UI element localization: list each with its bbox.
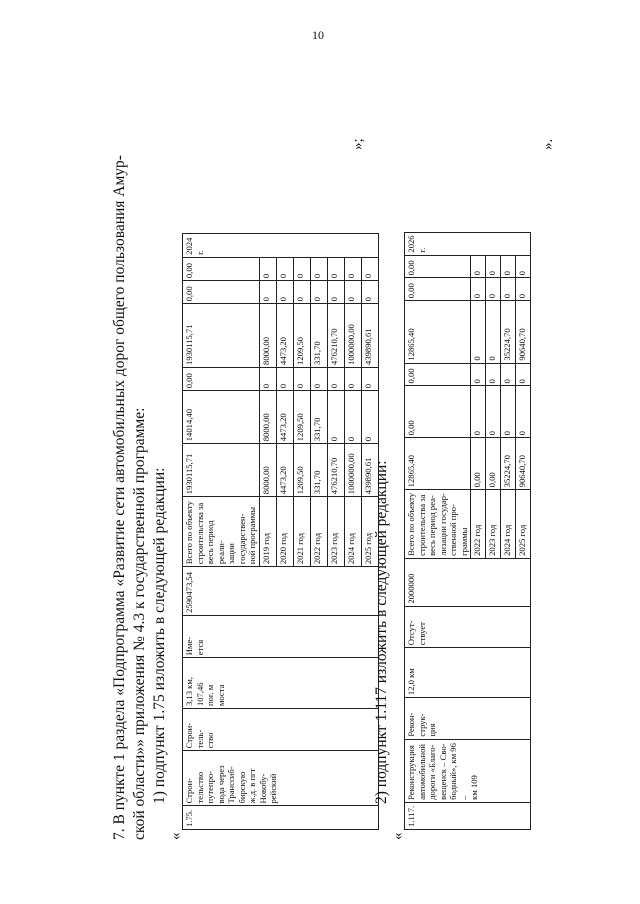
- year-value-cell: 0,00: [486, 438, 501, 490]
- cell-line: тель-: [194, 729, 205, 749]
- year-value-cell: 1209,50: [293, 391, 310, 444]
- year-value-cell: 0: [471, 301, 486, 363]
- cell-line: Всего по объекту: [184, 501, 194, 565]
- year-value-cell: 0: [471, 386, 486, 438]
- year-value-cell: 0: [516, 363, 531, 386]
- year-value-cell: 0: [327, 281, 344, 304]
- page-number: 10: [312, 28, 324, 42]
- year-value-cell: 0: [310, 367, 327, 390]
- subpoint-1-heading: 1) подпункт 1.75 изложить в следующей редакции:: [151, 467, 168, 804]
- cell-line: км 109: [469, 775, 479, 800]
- close-quote-1: »;: [350, 138, 366, 150]
- year-value-cell: 1000000,00: [344, 304, 361, 368]
- year-value-cell: 0: [516, 255, 531, 278]
- year-cell: 2025 год: [516, 490, 531, 559]
- cell-line: дороги «Благо-: [427, 744, 437, 800]
- cell-line: вода через: [215, 765, 226, 804]
- estimated-cost-cell: 2590473,54: [183, 567, 379, 616]
- year-value-cell: 0: [501, 363, 516, 386]
- year-value-cell: 8000,00: [259, 444, 276, 497]
- total-value-cell: 14014,40: [183, 391, 260, 444]
- year-value-cell: 0: [344, 391, 361, 444]
- capacity-cell: [405, 648, 531, 698]
- year-value-cell: 0: [327, 257, 344, 280]
- year-value-cell: 0: [361, 257, 378, 280]
- cell-line: строительства за: [416, 494, 427, 556]
- total-value-cell: 0,00: [405, 278, 471, 301]
- cell-line: вещенск – Сво-: [437, 743, 448, 800]
- total-label-cell: [405, 490, 471, 559]
- cell-line: граммы: [458, 527, 469, 556]
- cell-line: моста: [215, 684, 226, 707]
- year-value-cell: 1209,50: [293, 444, 310, 497]
- cell-line: Реконструкция: [406, 745, 416, 800]
- total-value-cell: 1930115,71: [183, 304, 260, 368]
- open-quote-1: «: [168, 832, 184, 840]
- year-value-cell: 0: [471, 278, 486, 301]
- year-value-cell: 0: [276, 281, 293, 304]
- total-value-cell: 0,00: [405, 386, 471, 438]
- cell-line: ственной про-: [448, 504, 458, 556]
- year-cell: 2022 год: [471, 490, 486, 559]
- year-cell: 2025 год: [361, 497, 378, 567]
- row-number-cell: 1.75.: [183, 806, 379, 830]
- year-cell: 2020 год: [276, 497, 293, 567]
- cell-line: ство: [205, 732, 215, 749]
- year-value-cell: 0: [486, 278, 501, 301]
- year-cell: 2024 год: [344, 497, 361, 567]
- year-value-cell: 35224,70: [501, 301, 516, 363]
- object-name-cell: [405, 739, 531, 802]
- close-quote-2: ».: [540, 138, 556, 150]
- table-row: [183, 141, 260, 830]
- table-subpoint-1-75: [182, 140, 379, 830]
- cell-line: Новобу-: [257, 773, 268, 804]
- year-value-cell: 0: [471, 255, 486, 278]
- total-label-cell: [183, 497, 260, 567]
- year-cell: 2019 год: [259, 497, 276, 567]
- year-value-cell: 0: [486, 363, 501, 386]
- total-value-cell: 0,00: [183, 367, 260, 390]
- year-value-cell: 0: [344, 281, 361, 304]
- rotated-content: [110, 20, 630, 840]
- year-value-cell: 0: [259, 281, 276, 304]
- cell-line: зации государствен-: [226, 513, 247, 565]
- year-value-cell: 476210,70: [327, 304, 344, 368]
- cell-line: лизации государ-: [437, 493, 448, 556]
- cell-line: 12,0 км: [406, 668, 416, 696]
- year-value-cell: 4473,20: [276, 304, 293, 368]
- cell-line: ной программы: [247, 506, 257, 565]
- year-value-cell: 0: [310, 281, 327, 304]
- year-value-cell: 476210,70: [327, 444, 344, 497]
- cell-line: строительства за: [194, 502, 205, 565]
- cell-line: Транссиб-: [226, 766, 236, 804]
- cell-line: рейский: [268, 773, 278, 804]
- cell-line: Строи-: [184, 777, 194, 804]
- completion-year-cell: 2026 г.: [405, 232, 531, 255]
- object-name-cell: [183, 751, 379, 806]
- year-value-cell: 0: [471, 363, 486, 386]
- total-value-cell: 0,00: [183, 257, 260, 280]
- cell-line: Име-: [184, 636, 194, 656]
- cell-line: струк-: [416, 713, 427, 737]
- year-cell: 2023 год: [486, 490, 501, 559]
- year-value-cell: 0: [516, 386, 531, 438]
- cell-line: бирскую: [236, 771, 247, 804]
- subpoint-2-heading: 2) подпункт 1.117 изложить в следующей редакции:: [373, 460, 390, 804]
- year-value-cell: 0: [344, 367, 361, 390]
- cell-line: 107,46: [194, 682, 205, 707]
- year-value-cell: 439890,61: [361, 304, 378, 368]
- row-number-cell: 1.117.: [405, 802, 531, 829]
- year-value-cell: 0: [259, 257, 276, 280]
- design-docs-cell: [405, 606, 531, 648]
- total-value-cell: 0,00: [183, 281, 260, 304]
- cell-line: Рекон-: [406, 712, 416, 737]
- cell-line: 3,13 км,: [184, 677, 194, 707]
- year-value-cell: 4473,20: [276, 391, 293, 444]
- year-cell: 2023 год: [327, 497, 344, 567]
- cell-line: ствует: [416, 622, 427, 646]
- year-value-cell: 0: [361, 391, 378, 444]
- total-value-cell: 12865,40: [405, 438, 471, 490]
- year-value-cell: 90640,70: [516, 301, 531, 363]
- year-value-cell: 0: [259, 367, 276, 390]
- year-value-cell: 331,70: [310, 304, 327, 368]
- intro-line-1: 7. В пункте 1 раздела «Подпрограмма «Развитие сети автомобильных дорог общего пользования Амур-: [111, 155, 128, 840]
- year-value-cell: 8000,00: [259, 391, 276, 444]
- year-value-cell: 0: [501, 386, 516, 438]
- cell-line: весь период реали-: [205, 520, 226, 565]
- cell-line: ция: [427, 723, 437, 737]
- year-value-cell: 0: [276, 257, 293, 280]
- cell-line: путепро-: [205, 770, 215, 804]
- work-type-cell: [405, 698, 531, 740]
- year-value-cell: 0: [276, 367, 293, 390]
- year-value-cell: 0: [344, 257, 361, 280]
- year-value-cell: 8000,00: [259, 304, 276, 368]
- cell-line: бодный», км 96 –: [448, 743, 469, 800]
- year-value-cell: 331,70: [310, 391, 327, 444]
- completion-year-cell: 2024 г.: [183, 234, 379, 258]
- year-value-cell: 0: [293, 281, 310, 304]
- cell-line: весь период реа-: [427, 495, 437, 556]
- total-value-cell: 1930115,71: [183, 444, 260, 497]
- year-value-cell: 0: [361, 367, 378, 390]
- cell-line: тельство: [194, 771, 205, 804]
- year-value-cell: 0: [516, 278, 531, 301]
- table-row: [405, 141, 471, 830]
- open-quote-2: «: [390, 832, 406, 840]
- year-value-cell: 331,70: [310, 444, 327, 497]
- capacity-cell: [183, 658, 379, 709]
- year-value-cell: 4473,20: [276, 444, 293, 497]
- cell-line: ж.д. в пгт: [247, 768, 257, 804]
- total-value-cell: 0,00: [405, 255, 471, 278]
- year-value-cell: 0: [501, 255, 516, 278]
- cell-line: пог. м: [205, 684, 215, 707]
- year-value-cell: 0: [486, 255, 501, 278]
- year-cell: 2021 год: [293, 497, 310, 567]
- total-value-cell: 12865,40: [405, 301, 471, 363]
- total-value-cell: 0,00: [405, 363, 471, 386]
- table-subpoint-1-117: [404, 140, 531, 830]
- year-value-cell: 90640,70: [516, 438, 531, 490]
- year-value-cell: 0: [486, 386, 501, 438]
- year-value-cell: 1209,50: [293, 304, 310, 368]
- estimated-cost-cell: 2000000: [405, 558, 531, 606]
- year-value-cell: 0: [293, 257, 310, 280]
- design-docs-cell: [183, 615, 379, 657]
- year-value-cell: 0: [327, 367, 344, 390]
- year-value-cell: 1000000,00: [344, 444, 361, 497]
- cell-line: Отсут-: [406, 620, 416, 646]
- cell-line: ется: [194, 639, 205, 656]
- year-value-cell: 0,00: [471, 438, 486, 490]
- intro-line-2: ской области»» приложения № 4.3 к государственной программе:: [131, 407, 148, 840]
- cell-line: Всего по объекту: [406, 492, 416, 556]
- year-value-cell: 0: [327, 391, 344, 444]
- work-type-cell: [183, 709, 379, 751]
- year-cell: 2024 год: [501, 490, 516, 559]
- year-value-cell: 0: [486, 301, 501, 363]
- year-value-cell: 0: [293, 367, 310, 390]
- cell-line: автомобильной: [416, 743, 427, 800]
- cell-line: Строи-: [184, 722, 194, 749]
- year-value-cell: 0: [310, 257, 327, 280]
- year-value-cell: 0: [501, 278, 516, 301]
- year-value-cell: 439890,61: [361, 444, 378, 497]
- year-value-cell: 0: [361, 281, 378, 304]
- year-value-cell: 35224,70: [501, 438, 516, 490]
- year-cell: 2022 год: [310, 497, 327, 567]
